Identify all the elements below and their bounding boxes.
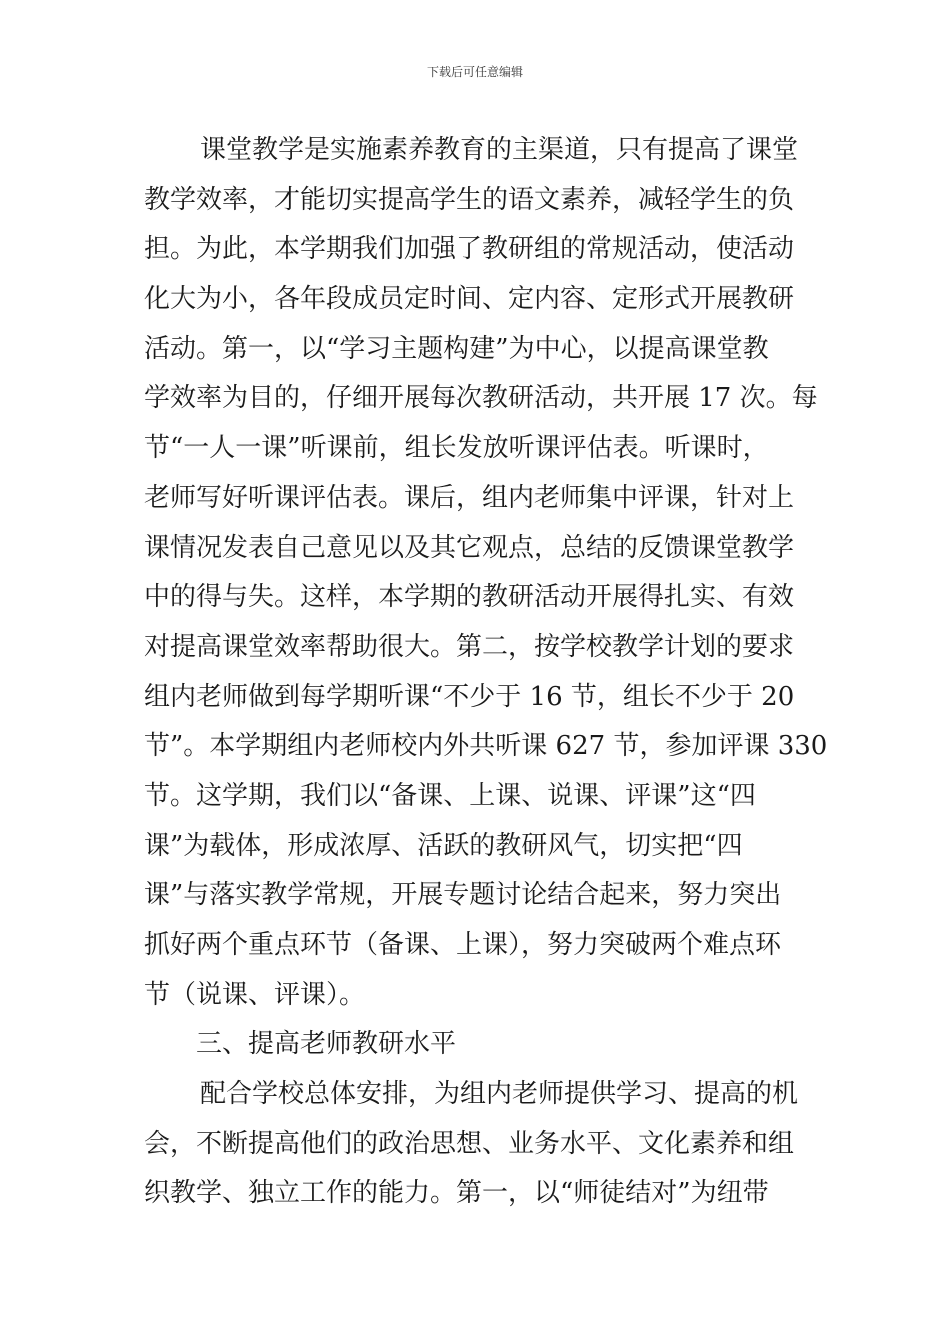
text-line: 会，不断提高他们的政治思想、业务水平、文化素养和组 [144, 1128, 795, 1159]
text-line: 组内老师做到每学期听课“不少于 16 节，组长不少于 20 [144, 681, 795, 712]
text-line: 课”与落实教学常规，开展专题讨论结合起来，努力突出 [144, 880, 782, 911]
text-line: 学效率为目的，仔细开展每次教研活动，共开展 17 次。每 [144, 383, 818, 414]
text-line: 节（说课、评课）。 [144, 979, 366, 1010]
text-line: 活动。第一，以“学习主题构建”为中心，以提高课堂教 [144, 333, 769, 364]
document-body [144, 126, 828, 1219]
text-line: 节“一人一课”听课前，组长发放听课评估表。听课时， [144, 433, 769, 464]
text-line: 课堂教学是实施素养教育的主渠道，只有提高了课堂 [200, 135, 799, 165]
text-line: 课”为载体，形成浓厚、活跃的教研风气，切实把“四 [144, 830, 743, 861]
text-line: 节。这学期，我们以“备课、上课、说课、评课”这“四 [144, 780, 756, 811]
text-line: 教学效率，才能切实提高学生的语文素养，减轻学生的负 [144, 184, 795, 215]
text-line: 节”。本学期组内老师校内外共听课 627 节，参加评课 330 [144, 731, 828, 762]
section-heading: 三、提高老师教研水平 [196, 1029, 457, 1060]
text-line: 担。为此，本学期我们加强了教研组的常规活动，使活动 [144, 234, 795, 265]
text-line: 对提高课堂效率帮助很大。第二，按学校教学计划的要求 [144, 631, 795, 662]
page-header-note: 下载后可任意编辑 [426, 65, 523, 79]
text-line: 中的得与失。这样，本学期的教研活动开展得扎实、有效 [144, 582, 795, 613]
text-line: 课情况发表自己意见以及其它观点，总结的反馈课堂教学 [144, 532, 795, 563]
text-line: 化大为小，各年段成员定时间、定内容、定形式开展教研 [144, 284, 795, 315]
text-line: 织教学、独立工作的能力。第一，以“师徒结对”为纽带 [144, 1178, 769, 1209]
text-line: 配合学校总体安排，为组内老师提供学习、提高的机 [200, 1079, 799, 1110]
text-line: 老师写好听课评估表。课后，组内老师集中评课，针对上 [144, 482, 795, 513]
text-line: 抓好两个重点环节（备课、上课），努力突破两个难点环 [144, 930, 782, 960]
